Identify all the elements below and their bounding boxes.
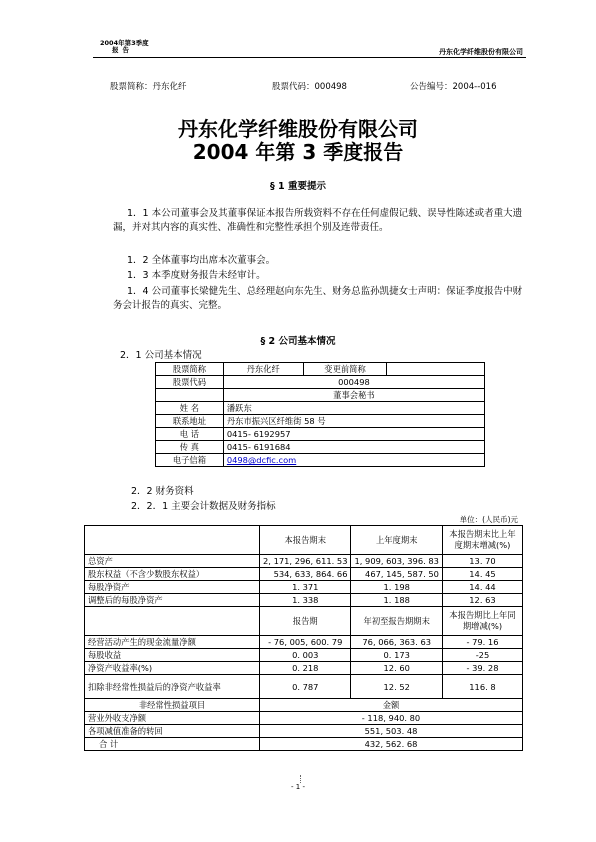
header-left bbox=[100, 40, 149, 54]
page-title-line1: 丹东化学纤维股份有限公司 bbox=[178, 117, 418, 141]
table-row bbox=[156, 454, 485, 467]
cell: 1. 188 bbox=[351, 594, 442, 607]
cell: 丹东化纤 bbox=[223, 363, 303, 376]
section1-para1 bbox=[113, 207, 527, 235]
section1-heading: § 1 重要提示 bbox=[270, 181, 326, 192]
cell: 534, 633, 864. 66 bbox=[260, 568, 351, 581]
header-rule bbox=[93, 57, 526, 58]
cell: 0. 218 bbox=[260, 662, 351, 675]
cell: 1, 909, 603, 396. 83 bbox=[351, 555, 442, 568]
cell: 报告期 bbox=[260, 607, 351, 636]
cell: 股票代码 bbox=[156, 376, 224, 389]
section1-para3 bbox=[113, 269, 527, 283]
para1-text: 1．1 本公司董事会及其董事保证本报告所载资料不存在任何虚假记载、误导性陈述或者重大遗漏，并对其内容的真实性、准确性和完整性承担个别及连带责任。 bbox=[113, 208, 523, 233]
cell: 联系地址 bbox=[156, 415, 224, 428]
cell: 116. 8 bbox=[442, 675, 522, 699]
table-row bbox=[156, 415, 485, 428]
cell: 0415- 6192957 bbox=[223, 428, 484, 441]
table-row bbox=[85, 712, 523, 725]
table-row bbox=[85, 636, 523, 649]
cell: 1. 371 bbox=[260, 581, 351, 594]
section1-para4 bbox=[113, 285, 527, 313]
cell: 432, 562. 68 bbox=[260, 738, 523, 751]
info-stock-code: 股票代码：000498 bbox=[272, 82, 347, 92]
table-row bbox=[85, 594, 523, 607]
table-row bbox=[85, 607, 523, 636]
cell: 76, 066, 363. 63 bbox=[351, 636, 442, 649]
table-row bbox=[156, 441, 485, 454]
table-row bbox=[85, 581, 523, 594]
cell: 每股收益 bbox=[85, 649, 260, 662]
cell: 电子信箱 bbox=[156, 454, 224, 467]
table-row bbox=[85, 526, 523, 555]
cell: - 39. 28 bbox=[442, 662, 522, 675]
cell: 经营活动产生的现金流量净额 bbox=[85, 636, 260, 649]
info-notice-no: 公告编号：2004--016 bbox=[410, 82, 497, 92]
cell: 0. 173 bbox=[351, 649, 442, 662]
cell: 本报告期末比上年度期末增减(%) bbox=[442, 526, 522, 555]
table-row bbox=[85, 699, 523, 712]
cell: 合 计 bbox=[85, 738, 260, 751]
table-row bbox=[85, 662, 523, 675]
cell: 总资产 bbox=[85, 555, 260, 568]
cell: 年初至报告期期末 bbox=[351, 607, 442, 636]
cell: 传 真 bbox=[156, 441, 224, 454]
cell: 0. 787 bbox=[260, 675, 351, 699]
cell: 000498 bbox=[223, 376, 484, 389]
email-cell bbox=[223, 454, 484, 467]
cell: 调整后的每股净资产 bbox=[85, 594, 260, 607]
table-row bbox=[85, 568, 523, 581]
info-short-name: 股票简称：丹东化纤 bbox=[110, 82, 187, 92]
table-row bbox=[156, 363, 485, 376]
page-title-line2: 2004 年第 3 季度报告 bbox=[192, 140, 404, 164]
section2-heading: § 2 公司基本情况 bbox=[260, 336, 336, 347]
cell: 12. 63 bbox=[442, 594, 522, 607]
company-info-table bbox=[155, 362, 485, 467]
cell: 551, 503. 48 bbox=[260, 725, 523, 738]
table-row bbox=[156, 428, 485, 441]
header-left-line1: 2004年第3季度 bbox=[100, 39, 149, 47]
cell: 本报告期末 bbox=[260, 526, 351, 555]
page-number: - 1 - bbox=[291, 783, 305, 791]
cell: 上年度期末 bbox=[351, 526, 442, 555]
cell: 变更前简称 bbox=[303, 363, 387, 376]
financial-table bbox=[84, 525, 523, 751]
section2-sub1: 2．1 公司基本情况 bbox=[120, 350, 202, 361]
cell: 非经常性损益项目 bbox=[85, 699, 260, 712]
table-row bbox=[85, 555, 523, 568]
cell: 营业外收支净额 bbox=[85, 712, 260, 725]
cell: 12. 60 bbox=[351, 662, 442, 675]
cell: 1. 338 bbox=[260, 594, 351, 607]
cell: 股票简称 bbox=[156, 363, 224, 376]
cell: 各项减值准备的转回 bbox=[85, 725, 260, 738]
unit-label: 单位：(人民币)元 bbox=[459, 515, 518, 524]
cell: 0415- 6191684 bbox=[223, 441, 484, 454]
cell: 丹东市振兴区纤维街 58 号 bbox=[223, 415, 484, 428]
cell: - 79. 16 bbox=[442, 636, 522, 649]
table-row bbox=[156, 402, 485, 415]
cell: 13. 70 bbox=[442, 555, 522, 568]
section2-sub3: 2．2．1 主要会计数据及财务指标 bbox=[131, 501, 276, 512]
table-row bbox=[85, 738, 523, 751]
cell: 股东权益（不含少数股东权益） bbox=[85, 568, 260, 581]
table-row bbox=[85, 649, 523, 662]
footer-dotted-line bbox=[300, 775, 301, 783]
cell: 姓 名 bbox=[156, 402, 224, 415]
para4-text: 1．4 公司董事长梁健先生、总经理赵向东先生、财务总监孙凯捷女士声明：保证季度报告中财务会计报告的真实、完整。 bbox=[113, 286, 523, 311]
cell: 1. 198 bbox=[351, 581, 442, 594]
cell bbox=[85, 607, 260, 636]
header-left-line2: 报告 bbox=[112, 46, 133, 54]
table-row bbox=[156, 389, 485, 402]
cell: 金额 bbox=[260, 699, 523, 712]
cell: 2, 171, 296, 611. 53 bbox=[260, 555, 351, 568]
cell: 14. 45 bbox=[442, 568, 522, 581]
cell: - 76, 005, 600. 79 bbox=[260, 636, 351, 649]
cell: 0. 003 bbox=[260, 649, 351, 662]
cell bbox=[387, 363, 485, 376]
cell: 电 话 bbox=[156, 428, 224, 441]
cell: 12. 52 bbox=[351, 675, 442, 699]
table-row bbox=[156, 376, 485, 389]
para2-text: 1．2 全体董事均出席本次董事会。 bbox=[127, 255, 276, 266]
header-company-name: 丹东化学纤维股份有限公司 bbox=[439, 48, 523, 56]
cell: 本报告期比上年同期增减(%) bbox=[442, 607, 522, 636]
table-row bbox=[85, 675, 523, 699]
cell bbox=[85, 526, 260, 555]
cell: 董事会秘书 bbox=[223, 389, 484, 402]
section1-para2 bbox=[113, 254, 527, 268]
cell: -25 bbox=[442, 649, 522, 662]
section2-sub2: 2．2 财务资料 bbox=[131, 486, 194, 497]
para3-text: 1．3 本季度财务报告未经审计。 bbox=[127, 270, 266, 281]
cell bbox=[156, 389, 224, 402]
cell: 净资产收益率(%) bbox=[85, 662, 260, 675]
cell: 扣除非经常性损益后的净资产收益率 bbox=[85, 675, 260, 699]
cell: 14. 44 bbox=[442, 581, 522, 594]
email-link[interactable]: 0498@dcfic.com bbox=[226, 455, 297, 465]
cell: 潘跃东 bbox=[223, 402, 484, 415]
cell: - 118, 940. 80 bbox=[260, 712, 523, 725]
table-row bbox=[85, 725, 523, 738]
cell: 467, 145, 587. 50 bbox=[351, 568, 442, 581]
cell: 每股净资产 bbox=[85, 581, 260, 594]
